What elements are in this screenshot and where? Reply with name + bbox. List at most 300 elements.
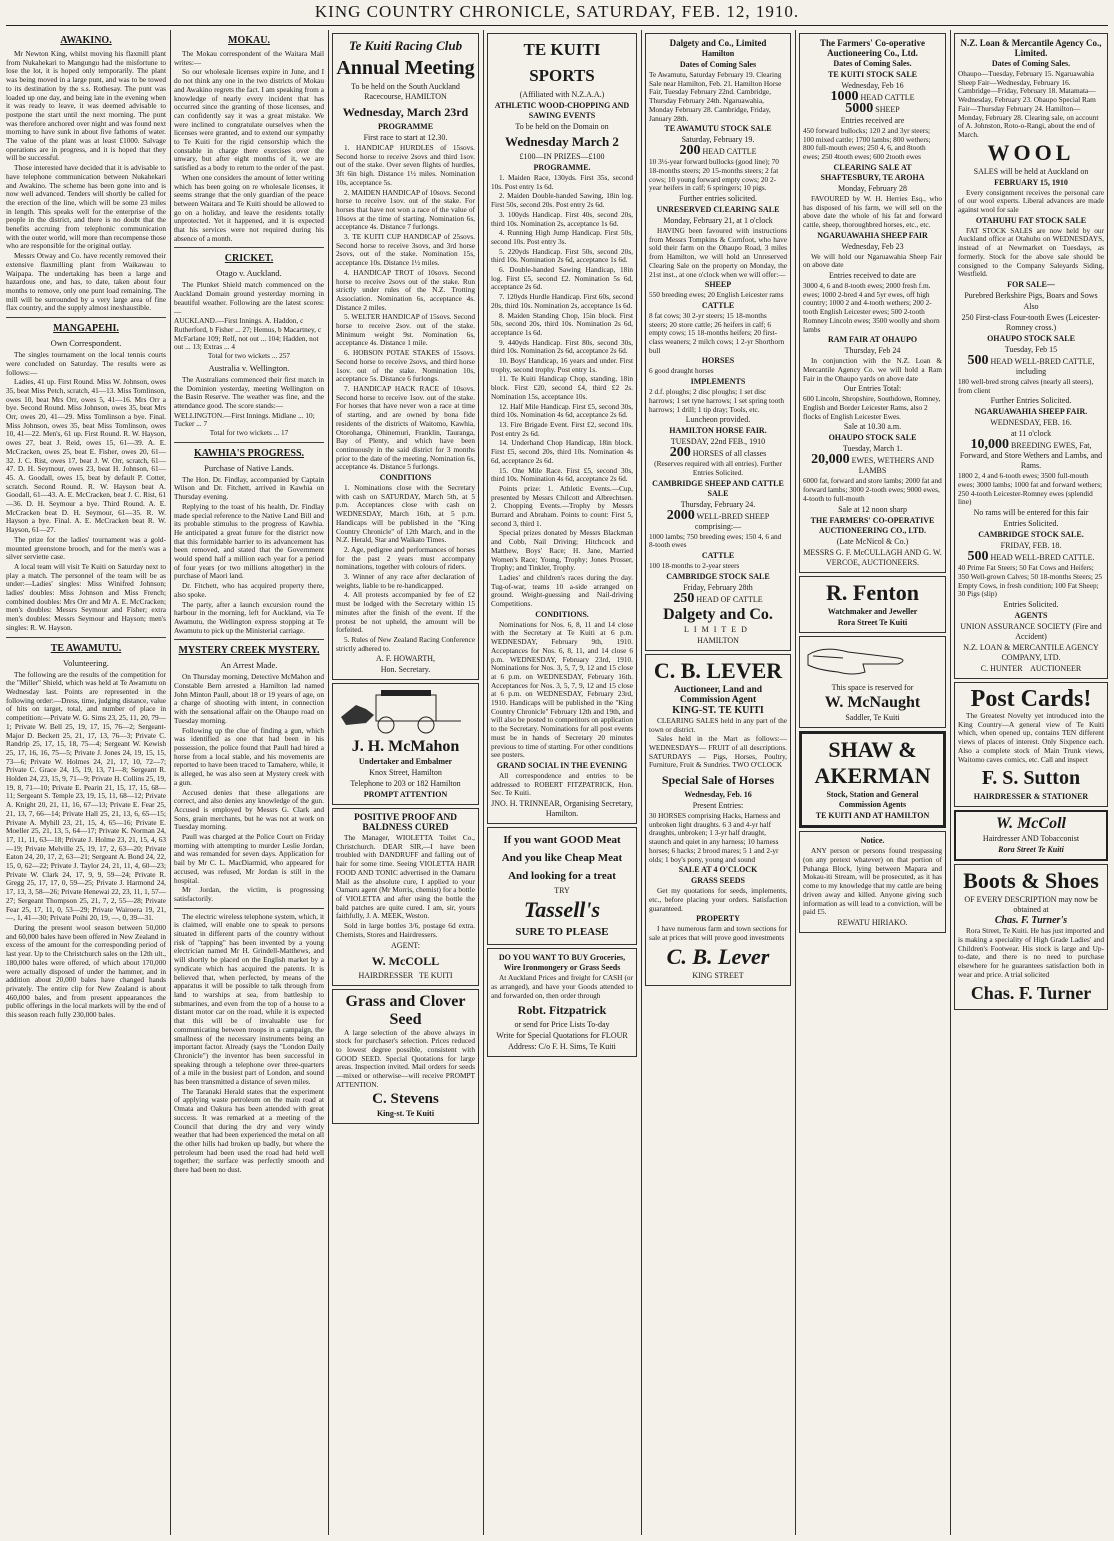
aus-wellington-subheading: Australia v. Wellington.	[208, 362, 290, 373]
mystery-paragraph: Paull was charged at the Police Court on Friday morning with attempting to murder Leslie Jordan, and was remanded for seven days. Application for bail by Mr C. L. MacDiarmid, who appeared for accused, was refused, Mr Jordan is still in the hospital.	[174, 832, 324, 885]
try-label: TRY	[554, 886, 570, 896]
fitzpatrick-name: Robt. Fitzpatrick	[517, 1003, 607, 1018]
lever-signature: C. B. Lever	[666, 943, 770, 969]
shaftesbury-date: Monday, February 28	[837, 183, 908, 193]
further-entries: Further entries solicited.	[679, 194, 757, 204]
violetta-title: POSITIVE PROOF AND BALDNESS CURED	[353, 813, 458, 834]
kawhia-paragraph: The Hon. Dr. Findlay, accompanied by Captain Wilson and Dr. Fitchett, arrived in Kawhia on Thursday evening.	[174, 474, 324, 502]
mcmahon-ad	[332, 683, 479, 805]
sports-event-item: 8. Maiden Standing Chop, 15in block. First 50s, second 20s, third 10s. Nomination 2s 6d, acceptance 1s 6d.	[491, 310, 633, 337]
cricket-paragraph: The Plunket Shield match commenced on the Auckland Domain ground yesterday morning in beautiful weather. Following are the latest scores:—	[174, 280, 324, 316]
hunter-name: C. HUNTER	[980, 663, 1023, 673]
horses-heading: HORSES	[701, 356, 735, 366]
grass-seeds-heading: GRASS SEEDS	[690, 876, 746, 886]
notice-body: ANY person or persons found trespassing (on any pretext whatever) on that portion of Puhanga Block, lying between Mapara and Mokau-iti Stream, will be prosecuted, as it has come to my knowledge that my cattle are being driven away and killed. Anyone giving such information as will lead to a conviction, will be paid £5.	[803, 846, 942, 917]
union-assurance: UNION ASSURANCE SOCIETY (Fire and Accident)	[960, 621, 1102, 641]
notice-title: Notice.	[860, 836, 885, 846]
implements-heading: IMPLEMENTS	[690, 377, 746, 387]
grand-social: GRAND SOCIAL IN THE EVENING	[496, 761, 628, 770]
horses-entries: 30 HORSES comprising Hacks, Harness and unbroken light draughts. 6 3 and 4-yr half draughts, unbroken; 1 3-yr half draught, staunch and quiet in any harness; 10 harness horses; 6 hacks; 2 brood mares; 5 1 and 2-yr olds; 1 boy's pony, young and sound	[649, 811, 781, 864]
column-divider	[641, 30, 642, 1535]
sports-conditions: Nominations for Nos. 6, 8, 11 and 14 close with the Secretary at Te Kuiti at 6 p.m. WEDNESDAY, February 9th, 1910. Acceptances for Nos. 6, 8, 11, and 14 close 6 p.m. WEDNESDAY, February 23rd, 1910. Nominations for Nos. 3, 5, 7, 9, 12 and 15 close at 6 p.m. on WEDNESDAY, February 16th. Acceptances for Nos. 3, 5, 7, 9, 12 and 15 close at 6 p.m. on WEDNESDAY, February 23rd, 1910. Handicaps will be published in the "King Country Chronicle" February 12th and 19th, and will also be posted to competitors on application to the Secretary. Nominations for all post events must be in hands of Secretary 20 minutes previous to time of starting. For other conditions see posters.	[491, 619, 633, 760]
for-sale-also: 250 First-class Four-tooth Ewes (Leicester-Romney cross.)	[961, 312, 1101, 332]
nz-loan-company: N.Z. LOAN & MERCANTILE AGENCY COMPANY, LTD.	[963, 642, 1099, 662]
te-awamutu-date: Saturday, February 19.	[681, 135, 755, 145]
ngaruawahia-list: 3000 4, 6 and 8-tooth ewes; 2000 fresh f.m. ewes; 1000 2-bred 4 and 5yr ewes, off high country; 1000 2 and 4-tooth wethers; 200 2-tooth English Leicester ewes; 500 2-tooth Romney Lincoln ewes; 3500 woolly and shorn lambs	[803, 281, 940, 334]
for-sale-body: Purebred Berkshire Pigs, Boars and Sows	[964, 290, 1098, 300]
wool-paragraph: During the present wool season between 50,000 and 60,000 bales have been offered in New Zealand in excess of the amount for the corresponding period of last year. Up to the Christchurch sales on the 12th ult., 180,000 bales were offered, of which about 170,000 were actually disposed of under the hammer, and in addition about 20,000 bales have changed hands privately. The entire clip for New Zealand is about 460,000 bales, and from present appearances the public offerings in the local markets will by the end of this season reach fully 230,000 bales.	[6, 922, 166, 1020]
fcac-names: MESSRS G. F. McCULLAGH AND G. W. VERCOE, AUCTIONEERS.	[803, 547, 942, 567]
kawhia-paragraph: Replying to the toast of his health, Dr. Findlay made special reference to the Native Land Bill and its probable stimulus to the progress of Kawhia. He anticipated a great future for the district now that this formidable barrier to its advancement has been removed, and stated that the Government would spend half a million each year for a period of four years (or two millions altogether) in the purchase of Maori land.	[174, 501, 324, 581]
present-entries: Present Entries:	[692, 801, 744, 811]
notice-signature: REWATU HIRIAKO.	[837, 917, 908, 927]
agent-name: W. McCOLL	[371, 953, 440, 968]
mangapehi-subheading: Own Correspondent.	[50, 338, 122, 349]
cattle-list-2: 8 fat cows; 30 2-yr steers; 15 18-months steers; 20 store cattle; 26 heifers in calf; 6 empty cows; 15 18-months heifers; 20 first-class weaners; 2 milch cows; 1 2-yr Shorthorn bull	[649, 310, 785, 355]
sutton-trade: HAIRDRESSER & STATIONER	[973, 792, 1089, 802]
column-divider	[795, 30, 796, 1535]
mangapehi-results: Ladies, 41 up. First Round. Miss W. Johnson, owes 35, beat Miss Petch, scratch, 41—13. Miss Tomlinson, owes 10, beat Mrs Orr, owes 5, 41—16. Mrs Orr a bye. Second Round. Miss Johnson, owes 35, beat Mrs Orr, owes 20, 41—29. Miss Tomlinson a bye. Final. Miss Johnson, owes 35, beat Miss Tomlinson, owes 10, 41—22. Men's, 61 up. First Round. R. W. Hayson, owes 27, beat J. Reid, owes 15, 61—39. A. E. McCracken, owes 25, beat E. Fisher, owes 20, 61—32. J. C. Rist, owes 17, beat J. W. Orr, scratch, 61—47. D. H. Seymour, owes 23, beat H. Johnson, 61—45. A. Goodall, owes 15, beat by default P. Cotter, scratch. Second Round. R. W. Hayson beat A. Goodall, 61—43. A. E. McCracken, beat J. C. Rist, 61—36. D. H. Seymour a bye. Third Round. A. E. McCracken beat D. H. Seymour, 61—35. R. W. Hayson a bye. Final. A. E. McCracken beat R. W. Hayson, 61—27.	[6, 377, 166, 535]
dalgety-limited: LIMITED	[684, 624, 752, 634]
awakino-heading: AWAKINO.	[60, 35, 112, 46]
race-item: 6. HOBSON POTAE STAKES of 15sovs. Second horse to receive 2sovs, and third horse 1sov. out of the stake. Nomination 10s, acceptance 5s. Distance 6 furlongs.	[336, 348, 475, 384]
divider	[174, 442, 324, 443]
awakino-paragraph: Messrs Otway and Co. have recently removed their extensive flaxmilling plant from Waikawau to Waipapa. The undertaking has been a large and hazardous one, and has, to date, taken about four months to remove, only one punt load remaining. The mill will be surrounded by a very large area of fine flax country, and the supply almost inexhaustible.	[6, 251, 166, 313]
shaw-trade: Stock, Station and General Commission Agents	[826, 790, 919, 810]
racing-club-ad	[332, 33, 479, 680]
head-cattle-label: HEAD CATTLE	[702, 147, 757, 157]
wool-title: WOOL	[987, 139, 1075, 165]
cambridge-sheep-title: CAMBRIDGE SHEEP AND CATTLE SALE	[652, 478, 784, 498]
te-kuiti-cattle-count: 1000	[830, 89, 859, 104]
stevens-address: King-st. Te Kuiti	[376, 1109, 435, 1119]
nz-further: Further Entries Solicited.	[990, 396, 1072, 406]
for-sale-title: FOR SALE—	[1007, 279, 1055, 289]
kawhia-heading: KAWHIA'S PROGRESS.	[193, 447, 305, 459]
column-6	[799, 30, 946, 1537]
luncheon: Luncheon provided.	[685, 415, 751, 425]
mystery-subheading: An Arrest Made.	[220, 660, 278, 671]
te-kuiti-stock-sale: TE KUITI STOCK SALE	[828, 70, 917, 79]
fcac-late: (Late McNicol & Co.)	[836, 536, 909, 546]
condition-item: 2. Age, pedigree and performances of horses for the past 2 years must accompany nominations, together with colours of riders.	[336, 544, 475, 572]
farmers-coming-sales: Dates of Coming Sales.	[833, 59, 912, 68]
nz-entries-solicited: Entries Solicited.	[1003, 519, 1059, 529]
race-item: 4. HANDICAP TROT of 10sovs. Second horse to receive 2sovs out of the stake. Run strictly under rules of the N.Z. Trotting Association. Nomination 6s, acceptance 4s. Distance 2 miles.	[336, 267, 475, 312]
masthead-rule	[6, 25, 1108, 26]
sports-conditions-heading: CONDITIONS.	[535, 609, 589, 619]
fenton-name: R. Fenton	[826, 579, 919, 605]
shaw-name: SHAW &	[828, 737, 917, 763]
race-item: 1. HANDICAP HURDLES of 15sovs. Second horse to receive 2sovs and third 1sov. out of the stake. Over seven flights of hurdles, 3ft 6in high. Distance 1½ miles. Nomination 10s, acceptance 5s.	[336, 143, 475, 187]
space-reserved: This space is reserved for	[831, 683, 914, 693]
mystery-paragraph: Following up the clue of finding a gun, which was identified as one that had been in his possession, the police found that Paull had hired a horse from a local stable, and his movements are reported to have been traced to Tamahere, while, it is alleged, he was also seen at Mystery creek with a gun.	[174, 725, 324, 787]
cambridge-stock-line	[649, 590, 787, 606]
special-prizes: Special prizes donated by Messrs Blackman and Cobb, Nail Driving; Hitchcock and Matthew, Boys' Race; H. Jane, Married Women's Race; Young, Trophy; Jones Prosser, Trophy; and Tinkler, Trophy.	[491, 528, 633, 573]
te-awamutu-heading: TE AWAMUTU.	[50, 642, 122, 654]
mcmahon-address: Knox Street, Hamilton	[369, 768, 442, 778]
horse-fair-line	[649, 445, 787, 461]
sports-ad	[487, 33, 637, 824]
nz-ngaru-time: at 11 o'clock	[1010, 429, 1052, 439]
mcmahon-name: J. H. McMahon	[351, 738, 460, 756]
sports-event-item: 9. 440yds Handicap. First 80s, second 30s, third 10s. Nomination 2s 6d, acceptance 2s 6d.	[491, 337, 633, 356]
cattle-list: 10 3½-year forward bullocks (good line); 70 18-months steers; 20 15-months steers; 2 fat cows; 10 young forward empty cows; 20 2-year heifers in calf; 6 springers; 10 pigs.	[649, 157, 779, 193]
nz-ohaupo-list: 180 well-bred strong calves (nearly all steers), from client	[958, 376, 1094, 395]
sports-event-item: 2. Maiden Double-handed Sawing, 18in log. First 50s, second 20s. Post entry 2s 6d.	[491, 191, 633, 210]
sports-affiliation: (Affiliated with N.Z.A.A.)	[519, 90, 605, 99]
agent-label: AGENT:	[391, 940, 420, 950]
awakino-paragraph: Those interested have decided that it is advisable to have telephone communication between Nukahekari and Awakino. The scheme has been gone into and is now well advanced. Tenders will shortly be called for the erection of the line, which will be some 23 miles in length. This speaks well for the enterprise of the people in the district, and there is no doubt that the benefits accruing from telephonic communication with the outer world, will more than recompense those who are responsible for the original outlay.	[6, 163, 166, 251]
nz-coming-list: Ohaupo—Tuesday, February 15. Ngaruawahia Sheep Fair—Wednesday, February 16. Cambridge—Friday, February 18. Matamata—Wednesday, February 23. Ohaupo Special Ram Fair—Thursday February 24. Hamilton—Monday, February 28. Clearing sale, on account of A. Johnston, Roto-o-Rangi, about the end of March.	[958, 69, 1099, 139]
sports-event-item: 15. One Mile Race. First £5, second 30s, third 10s. Nomination 4s 6d, acceptance 2s 6d.	[491, 465, 633, 484]
also-label: Also	[1023, 301, 1039, 311]
coming-sales-heading: Dates of Coming Sales	[679, 60, 757, 69]
nz-ngaru-line	[958, 437, 1104, 471]
property-heading: PROPERTY	[696, 914, 740, 924]
nz-cambridge-count: 500	[967, 549, 989, 565]
sports-held: To be held on the Domain on	[515, 122, 609, 131]
postcards-ad	[954, 682, 1108, 807]
points-prize: Points prize: 1. Athletic Events.—Cup, presented by Messrs Chilcott and Albrechtsen. 2. Chopping Events.—Trophy by Messrs Burrard and Abraham. Points to count: First 5, second 3, third 1.	[491, 483, 633, 528]
tassell-ad	[487, 827, 637, 945]
sure-to-please: SURE TO PLEASE	[515, 926, 609, 939]
mokau-paragraph: The Mokau correspondent of the Waitara Mail writes:—	[174, 49, 324, 67]
aus-wellington-total: Total for two wickets ... 17	[209, 428, 289, 438]
ohaupo-sale-time: Sale at 12 noon sharp	[838, 504, 907, 514]
nz-cambridge-line	[958, 549, 1104, 565]
nz-ohaupo-title: OHAUPO STOCK SALE	[987, 333, 1075, 343]
te-awamutu-subheading: Volunteering.	[63, 657, 109, 668]
sports-event-item: 7. 120yds Hurdle Handicap. First 60s, second 20s, third 10s. Nomination 2s, acceptance 1s 6d.	[491, 292, 633, 310]
grass-title: Grass and Clover Seed	[345, 992, 466, 1028]
sports-event-item: 1. Maiden Race, 130yds. First 35s, second 10s. Post entry 1s 6d.	[491, 173, 633, 191]
cambridge-sheep-line	[649, 507, 787, 532]
head-cattle-count: 200	[679, 143, 701, 159]
unreserved-date: Monday, February 21, at 1 o'clock	[663, 216, 773, 226]
nz-cambridge-body: HEAD WELL-BRED CATTLE.	[990, 553, 1095, 563]
dalgety-town: Hamilton	[701, 49, 735, 58]
te-awamutu-stock-sale: TE AWAMUTU STOCK SALE	[664, 124, 772, 134]
mystery-paragraph: On Thursday morning, Detective McMahon and Constable Bern arrested a Hamilton lad named John Minton Paull, about 18 or 19 years of age, on a charge of shooting with intent, in connection with the sensational affair on the Ohaupo road on Tuesday morning.	[174, 672, 324, 725]
petroleum-paragraph: The Taranaki Herald states that the experiment of applying waste petroleum on the main road at Omata and Oakura has been attended with great success. It was remarked at a meeting of the Council that during the dry and very windy weather that had been experienced the metal on all the other hills had broken up badly, but where the petroleum had been used the road had held well together; the surface was perfectly smooth and there had been no dust.	[174, 1086, 324, 1175]
boots-body: OF EVERY DESCRIPTION may now be obtained at	[964, 895, 1098, 915]
te-kuiti-date: Wednesday, Feb 16	[841, 81, 904, 90]
mystery-heading: MYSTERY CREEK MYSTERY.	[178, 645, 320, 657]
te-kuiti-sheep-line	[803, 101, 942, 116]
ngaruawahia-title: NGARUAWAHIA SHEEP FAIR	[817, 230, 928, 240]
sheep-list: 550 breeding ewes; 20 English Leicester rams	[649, 290, 784, 300]
no-rams: No rams will be entered for this fair	[973, 508, 1089, 518]
violetta-sold: Sold in large bottles 3/6, postage 6d extra. Chemists, Stores and Hairdressers.	[336, 921, 475, 939]
dalgety-hamilton: HAMILTON	[697, 635, 739, 645]
mcmahon-telephone: Telephone to 203 or 182 Hamilton	[350, 779, 461, 789]
racing-date: Wednesday, March 23rd	[342, 105, 469, 119]
nz-cambridge-date: FRIDAY, FEB. 18.	[1000, 541, 1062, 551]
nz-cambridge-entries: Entries Solicited.	[1003, 599, 1059, 609]
nz-loan-title: N.Z. Loan & Mercantile Agency Co., Limited.	[960, 38, 1102, 58]
divider	[174, 908, 324, 909]
lever-name: C. B. LEVER	[653, 657, 783, 683]
fcac-title: THE FARMERS' CO-OPERATIVE AUCTIONEERING CO., LTD.	[810, 515, 935, 535]
lever-ad	[645, 654, 791, 986]
race-item: 2. MAIDEN HANDICAP of 10sovs. Second horse to receive 1sov. out of the stake. For horses that have not won a race of the value of 10sovs at the time of starting. Nomination 6s, acceptance 4s. Distance 7 furlongs.	[336, 187, 475, 232]
buy-body: At Auckland Prices and freight for CASH (or as arranged), and have your Goods attended to and forwarded on, then order through	[491, 973, 633, 1000]
mcnaught-ad	[799, 636, 946, 729]
cambridge-stock-count: 250	[673, 590, 695, 606]
hearse-illustration	[336, 687, 471, 735]
grass-seeds-body: Get my quotations for seeds, implements, etc., before placing your orders. Satisfaction guaranteed.	[649, 886, 787, 913]
mokau-paragraph: So our wholesale licenses expire in June, and I do not think any one in the two districts of Mokau and Awakino regrets the fact. I am speaking from a knowledge of nearly every incident that has occurred since the granting of those licenses, and can confidently say it was a great mistake. We were inclined to congratulate ourselves when the licenses were granted, and to extend our sympathy to Te Kuiti for the rigid censorship which the constable in charge there exercises over the unwary, but after eight months of it, we are satisfied as a body to return to the order of the past.	[174, 67, 324, 173]
column-1	[6, 30, 166, 1537]
lever-king-street: KING STREET	[692, 970, 744, 980]
column-divider	[950, 30, 951, 1535]
mystery-paragraph: Mr Jordan, the victim, is progressing satisfactorily.	[174, 885, 324, 903]
entries-list: 450 forward bullocks; 120 2 and 3yr steers; 100 mixed cattle; 1700 lambs; 800 wethers; 800 full-mouth ewes; 250 4, 6, and 8tooth ewes; 250 4tooth ewes; 600 2tooth ewes	[803, 126, 931, 162]
shaw-town: TE KUITI AND AT HAMILTON	[815, 811, 930, 821]
te-kuiti-sheep-count: 5000	[845, 101, 874, 116]
column-7	[954, 30, 1108, 1537]
cricket-heading: CRICKET.	[224, 253, 274, 265]
programme-heading: PROGRAMME	[377, 122, 434, 131]
property-body: I have numerous farm and town sections for sale at prices that will prove good investments	[649, 924, 787, 943]
te-kuiti-cattle-label: HEAD CATTLE	[860, 93, 915, 102]
horse-fair-title: HAMILTON HORSE FAIR.	[669, 426, 767, 436]
ngaruawahia-date: Wednesday, Feb 23	[841, 241, 904, 251]
sports-events: ATHLETIC WOOD-CHOPPING AND SAWING EVENTS	[494, 101, 630, 120]
masthead: KING COUNTRY CHRONICLE, SATURDAY, FEB. 12, 1910.	[314, 2, 800, 21]
head-cattle-line	[649, 143, 787, 159]
mokau-paragraph: When one considers the amount of letter writing which has been going on re wholesale licenses, it seems strange that the only guardian of the peace between Waitara and Te Kuiti should be allowed to go on a holiday, and leave the residents totally unprotected. Yet it happened, and it is expected that his services were not required during his absence of a month.	[174, 172, 324, 243]
nz-ngaru-date: WEDNESDAY, FEB. 16.	[990, 418, 1072, 428]
condition-item: 5. Rules of New Zealand Racing Conference strictly adhered to.	[336, 634, 475, 653]
lever-address: KING-ST. TE KUITI	[672, 704, 764, 716]
hunter-line	[958, 664, 1104, 674]
farmers-coop-ad	[799, 33, 946, 573]
nz-ohaupo-date: Tuesday, Feb 15	[1004, 344, 1058, 354]
boots-name: Chas. F. Turner's	[994, 915, 1068, 927]
sports-event-item: 3. 100yds Handicap. First 40s, second 20s, third 10s. Nomination 2s, acceptance 1s 6d.	[491, 209, 633, 228]
violetta-ad	[332, 808, 479, 985]
ngaruawahia-body: We will hold our Ngaruawahia Sheep Fair on above date	[803, 251, 942, 270]
awakino-paragraph: Mr Newton King, whilst moving his flaxmill plant from Nukahekari to Mangungu had the misfortune to lose the lot, it is hoped only temporarily. The plant was being moved in a large punt, and was to be towed to its destination by the s.s. Rothesay. The punt was loaded up one day, and being late in the evening when it was ready to leave, it was deemed advisable to postpone the start until the next morning. The punt was therefore anchored over night and was found next morning to have sunk in about five fathoms of water. The value of the plant was at least £1000. Salvage operations are in progress, and it is hoped that they will be successful.	[6, 49, 166, 163]
aus-wellington-paragraph: The Australians commenced their first match in the Dominion yesterday, meeting Wellington on the Basin Reserve. The weather was fine, and the attendance good. The score stands:—	[174, 374, 324, 410]
ohaupo-count: 20,000	[811, 452, 850, 468]
special-horses-date: Wednesday, Feb. 16	[684, 790, 752, 800]
mcnaught-name: W. McNaught	[824, 694, 921, 712]
ohaupo-date: Tuesday, March 1.	[842, 444, 903, 454]
cambridge-stock-body: HEAD OF CATTLE	[696, 594, 763, 604]
te-awamutu-paragraph: The following are the results of the competition for the "Miller" Shield, which was held at Te Awamutu on Wednesday last. Points are represented in the following order:—Dress, time, judging distance, value of hits on target, total, and number of place in competition:—Private W. G. Sims 23, 25, 11, 20, 79—1; Private W. Bell 25, 19, 17, 15, 76—2; Sergeant-Major D. Beckett 25, 21, 17, 13, 76—3; Private C. Randrip 25, 17, 15, 18, 75—4; Sergeant W. Kewish 25, 17, 16, 16, 75—5; Private J. Jones 24, 19, 15, 15, 73—6; Private W. Holmes 24, 21, 17, 10, 72—7; Private C. Grace 24, 15, 19, 13, 71—8; Sergeant R. Holden 24, 23, 15, 9, 71—9; Private H. Collins 25, 19, 19, 8, 71—10; Private E. Pearin 21, 15, 17, 15, 68—11; Sergeant S. Temple 23, 19, 15, 11, 68—12; Private A. Knight 20, 21, 11, 16, 67—13; Private E. Fear 25, 21, 13, 7, 66—14; Private Hall 25, 21, 13, 6, 65—15; Private A. Myhill 23, 21, 15, 4, 65—16; Private E. Moeller 25, 21, 13, 5, 64—17; Private K. Norman 24, 17, 11, 11, 63—18; Private J. Holme 23, 21, 15, 4, 63—19; Private Melville 25, 19, 17, 2, 63—20; Private Eaton 24, 20, 17, 2, 63—21; Sergeant A. Bond 24, 22, 15, 0, 62—22; Private J. Taylor 24, 21, 11, 4, 60—23; Private W. Clark 24, 17, 9, 9, 59—24; Private R. Gregg 25, 17, 17, 0, 59—25; Private J. Harmond 24, 17, 13, 3, 58—26; Private Henewai 22, 23, 11, 1, 57—27; Sergeant Thompson 25, 21, 7, 2, 55—28; Private Fear 25, 17, 11, 0, 53—29; Private Wairoera 19, 21, —, 1, 41—30; Private Poihi 20, 19, —, 0, 39—31.	[6, 669, 166, 923]
racing-venue: To be held on the South Auckland Racecourse, HAMILTON	[351, 82, 460, 101]
sports-event-list	[491, 174, 633, 484]
mccoll-ad	[954, 810, 1108, 861]
violetta-body: The Manager, WIOLETTA Toilet Co., Christchurch. DEAR SIR,—I have been troubled with DANDRUFF and falling out of hair for some time. Seeing VIOLETTA HAIR FOOD AND TONIC advertised in the Oamaru Mail as the absolute cure, I applied to your Oamaru agent (Mr Morris, chemist) for a bottle of VIOLETTA and after using the bottle the bald patches are quite cured. I am, sir, yours faithfully, J. A. MEEK, Weston.	[336, 833, 475, 921]
sports-prizes: £100—IN PRIZES—£100	[519, 152, 605, 161]
nz-ngaru-list: 1800 2, 4 and 6-tooth ewes; 3500 full-mouth ewes; 3000 lambs; 1000 fat and forward wethers; 250 4-tooth Leicester-Romney ewes (splendid line)	[958, 471, 1103, 507]
agent-town: TE KUITI	[419, 970, 453, 980]
postcards-body: The Greatest Novelty yet introduced into the King Country—A general view of Te Kuiti which, when opened up, contains TEN different views of places of interest. Only Sixpence each. Also a complete stock of Main Trunk views, Waitomo caves comics, etc. Call and inspect	[958, 710, 1104, 764]
nz-ohaupo-line	[958, 352, 1104, 377]
mangapehi-heading: MANGAPEHI.	[53, 323, 119, 335]
unreserved-title: UNRESERVED CLEARING SALE	[656, 205, 780, 215]
sports-event-item: 13. Fire Brigade Event. First £2, second 10s. Post entry 2s 6d.	[491, 419, 633, 438]
conditions-list	[336, 484, 475, 653]
condition-item: 4. All protests accompanied by fee of £2 must be lodged with the Secretary within 15 minutes after the finish of the event. If the protest be not upheld, the amount will be forfeited.	[336, 590, 475, 635]
kawhia-paragraph: Dr. Fitchett, who has acquired property there, also spoke.	[174, 581, 324, 599]
cattle-heading: CATTLE	[701, 300, 735, 310]
boots-more: Rora Street, Te Kuiti. He has just imported and is making a speciality of High Grade Ladies' and Children's Footwear. His stock is large and Up-to-date, and there is no need to purchase elsewhere for he guarantees satisfaction both in wear and price. A trial solicited	[958, 926, 1104, 979]
fenton-trade: Watchmaker and Jeweller	[827, 606, 918, 616]
sports-event-item: 11. Te Kuiti Handicap Chop, standing, 18in block. First £20, second £4, third £2 2s. Nomination 15s, acceptance 10s.	[491, 374, 633, 401]
sports-event-item: 6. Double-handed Sawing Handicap, 18in log. First £5, second £2. Nomination 5s 6d, acceptance 2s 6d.	[491, 265, 633, 292]
nz-ngaru-count: 10,000	[970, 437, 1010, 453]
ohaupo-list: 6000 fat, forward and store lambs; 2000 fat and forward lambs; 3000 2-tooth ewes; 9000 ewes, 4-tooth to full-mouth	[803, 476, 942, 503]
race-item: 3. TE KUITI CUP HANDICAP of 25sovs. Second horse to receive 3sovs, and 3rd horse 2sovs, out of the stake. Nomination 15s, acceptance 10s. Distance 1½ miles.	[336, 232, 475, 268]
price-lists: or send for Price Lists To-day	[514, 1020, 610, 1030]
meat-line-2: And you like Cheap Meat	[501, 852, 623, 865]
column-divider	[170, 30, 171, 1535]
divider	[6, 637, 166, 638]
mccoll-name: W. McColl	[996, 815, 1066, 833]
sales-list: Te Awamutu, Saturday February 19. Clearing Sale near Hamilton, Feb. 21. Hamilton Horse Fair, Tuesday February 22nd. Cambridge, Thursday February 24th. Ngaruawahia, Monday February 28. Cambridge, Friday, January 28th.	[649, 70, 782, 123]
dalgety-big: Dalgety and Co.	[663, 605, 773, 623]
stevens-name: C. Stevens	[372, 1091, 439, 1108]
divider	[174, 247, 324, 248]
cambridge-stock-title: CAMBRIDGE STOCK SALE	[666, 571, 770, 581]
agent-trade: HAIRDRESSER	[358, 970, 414, 980]
lever-clearing: CLEARING SALES held in any part of the town or district.	[649, 715, 787, 734]
ladies-note: Ladies' and children's races during the day. Tug-of-war, teams 10 a-side arranged on ground. Weight-guessing and Nail-driving Competitions.	[491, 572, 633, 609]
cambridge-sheep-count: 2000	[666, 507, 695, 523]
tassell-name: Tassell's	[523, 897, 601, 923]
condition-item: 3. Winner of any race after declaration of weights, liable to be re-handicapped.	[336, 572, 475, 590]
special-horses-title: Special Sale of Horses	[661, 773, 775, 788]
racing-signature: A. F. HOWARTH,	[375, 654, 436, 664]
mangapehi-paragraph: The singles tournament on the local tennis courts were concluded on Saturday. The results were as follows:—	[6, 350, 166, 377]
sports-date: Wednesday March 2	[505, 134, 619, 149]
agent-details	[336, 971, 475, 981]
lever-mart: Sales held in the Mart as follows:— WEDNESDAYS— FRUIT of all descriptions. SATURDAYS — Pigs, Horses, Poultry, Furniture, Fruit & Sundries. TWO O'CLOCK	[649, 734, 787, 770]
wool-date: FEBRUARY 15, 1910	[994, 177, 1068, 187]
sports-event-item: 4. Running High Jump Handicap. First 50s, second 10s. Post entry 3s.	[491, 228, 633, 246]
lever-trade: Auctioneer, Land and Commission Agent	[673, 684, 763, 705]
horse-fair-date: TUESDAY, 22nd FEB., 1910	[670, 437, 766, 447]
cambridge-sheep-list: 1000 lambs; 750 breeding ewes; 150 4, 6 and 8-tooth ewes	[649, 531, 782, 550]
flour-quote: Write for Special Quotations for FLOUR	[496, 1031, 628, 1041]
ram-fair-title: RAM FAIR AT OHAUPO	[827, 335, 918, 345]
nz-cambridge-title: CAMBRIDGE STOCK SALE.	[978, 530, 1084, 540]
race-item: 5. WELTER HANDICAP of 15sovs. Second horse to receive 2sov. out of the stake. Minimum weight 9st. Nomination 6s, acceptance 4s. Distance 1 mile.	[336, 312, 475, 348]
ram-fair-body: In conjunction with the N.Z. Loan & Mercantile Agency Co. we will hold a Ram Fair in the Ohaupo yards on above date	[803, 356, 942, 383]
shaw-akerman-ad	[799, 731, 946, 828]
horses-list: 6 good draught horses	[649, 366, 714, 376]
pointing-hand-illustration	[803, 640, 923, 680]
hunter-title: AUCTIONEER	[1030, 663, 1082, 673]
column-divider	[483, 30, 484, 1535]
otahuhu-title: OTAHUHU FAT STOCK SALE	[975, 215, 1087, 225]
meat-line-1: If you want GOOD Meat	[503, 834, 621, 847]
mystery-paragraph: Accused denies that these allegations are correct, and also denies any knowledge of the gun. Accused is employed by Messrs G. Clark and Sons, grain merchants, but he was not at work on Tuesday morning.	[174, 787, 324, 832]
column-2	[174, 30, 324, 1537]
nz-ngaru-body: BREEDING EWES, Fat, Forward, and Store Wethers and Lambs, and Rams.	[959, 441, 1103, 471]
nz-ngaru-title: NGARUAWAHIA SHEEP FAIR.	[974, 407, 1088, 417]
racing-signature-title: Hon. Secretary.	[380, 665, 431, 675]
ohaupo-line	[803, 452, 942, 476]
boots-title: Boots & Shoes	[963, 868, 1099, 894]
first-race-time: First race to start at 12.30.	[363, 133, 448, 142]
horse-fair-count: 200	[669, 445, 691, 461]
mangapehi-paragraph: The prize for the ladies' tournament was a gold-mounted greenstone brooch, and for the men's was a silver serviette case.	[6, 534, 166, 562]
otahuhu-body: FAT STOCK SALES are now held by our Auckland office at Otahuhu on WEDNESDAYS, instead of at Newmarket on Tuesdays, as formerly. Stock for the above sale should be consigned to the Company Saleyards Siding, Westfield.	[958, 225, 1104, 279]
wireless-paragraph: The electric wireless telephone system, which, it is claimed, will enable one to speak to persons situated in different parts of the country without risk of "tapping" has been invented by a young electrician named Mr H. Grindell-Matthews, and will shortly be placed on the English market by a syndicate which has acquired the patents. It is believed that, when perfected, by means of the apparatus it will be possible to talk through from land to warships at sea, from battleship to submarines, and even from the top of a house to a distant motor car on the road, while it is expected that this will be of invaluable use for communicating between troops in a campaign, the smallness of the necessary instruments being an important factor. Already (says the "London Daily Chronicle") the inventor has been successful in speaking through a telephone over three-quarters of a mile in the busiest part of London, and sound has been transmitted a distance of seven miles.	[174, 911, 324, 1087]
kawhia-paragraph: The party, after a launch excursion round the harbour in the morning, left for Auckland, via Te Awamutu, the Wellington express stopping at Te Awamutu to pick up the Ministerial carriage.	[174, 599, 324, 635]
kawhia-subheading: Purchase of Native Lands.	[204, 462, 294, 473]
sports-event-item: 5. 220yds Handicap. First 50s, second 20s, third 10s. Nomination 2s 6d, acceptance 1s 6d.	[491, 246, 633, 265]
shaftesbury-body: FAVOURED by W. H. Herries Esq., who has disposed of his farm, we will sell on the above date the whole of his fat and forward cattle, sheep, thoroughbred horses, etc., etc.	[803, 193, 942, 229]
mcmahon-prompt: PROMPT ATTENTION	[363, 790, 448, 800]
mccoll-address: Rora Street Te Kuiti	[998, 845, 1064, 855]
nz-loan-ad	[954, 33, 1108, 679]
notice-ad	[799, 831, 946, 933]
fenton-address: Rora Street Te Kuiti	[837, 617, 908, 627]
racing-club-title: Te Kuiti Racing Club	[348, 38, 463, 53]
turner-name: Chas. F. Turner	[970, 983, 1092, 1004]
horse-fair-reserves: (Reserves required with all entries). Further Entries Solicited.	[654, 459, 782, 477]
turner-ad	[954, 864, 1108, 1010]
ram-entries: Our Entries Total:	[843, 384, 902, 394]
agents-heading: AGENTS	[1014, 610, 1048, 620]
postcards-title: Post Cards!	[970, 685, 1092, 712]
ram-sale-time: Sale at 10.30 a.m.	[843, 422, 902, 432]
trinnear: JNO. H. TRINNEAR, Organising Secretary, Hamilton.	[491, 799, 633, 819]
mokau-heading: MOKAU.	[228, 35, 270, 46]
cambridge-stock-date: Friday, February 28th	[683, 582, 753, 592]
race-item: 7. HANDICAP HACK RACE of 10sovs. Second horse to receive 1sov. out of the stake. For horses that have never won a race at time of starting, and are owned by bona fide residents of the districts of Waitomo, Kawhia, Otorohanga, Ohinemuri, Franklin, Tauranga, Bay of Plenty, and which have been continuously in the said district for 3 months prior to the date of the meeting. Nomination 6s, acceptance 4s. Distance 5 furlongs.	[336, 383, 476, 472]
mccoll-trade: Hairdresser AND Tobacconist	[982, 834, 1080, 844]
unreserved-body: HAVING been favoured with instructions from Messrs Tompkins & Cornfoot, who have sold their farm on the Ohaupo Road, 3 miles from Hamilton, we will hold an Unreserved Clearing Sale on the property on Monday, the 21st inst., at one o'clock when we will offer:—	[649, 226, 787, 279]
wool-body: Every consignment receives the personal care of our wool experts. Liberal advances are made against wool for sale	[958, 187, 1104, 215]
fenton-ad	[799, 576, 946, 633]
sports-event-item: 14. Underhand Chop Handicap, 18in block. First £5, second 20s, third 10s. Nomination 4s 6d, acceptance 2s 6d.	[491, 438, 633, 465]
sports-programme: PROGRAMME.	[533, 163, 591, 172]
buy-title: DO YOU WANT TO BUY Groceries, Wire Ironmongery or Grass Seeds	[498, 953, 626, 973]
ram-list: 600 Lincoln, Shropshire, Southdown, Romney, English and Border Leicester Rams, also 2 flocks of English Leicester Ewes.	[803, 394, 941, 421]
cambridge-sheep-date: Thursday, February 24.	[680, 499, 756, 509]
column-4	[487, 30, 637, 1537]
correspondence: All correspondence and entries to be addressed to ROBERT FITZPATRICK, Hon. Sec. Te Kuiti.	[491, 771, 633, 798]
column-5	[645, 30, 791, 1537]
ngaruawahia-entries: Entries received to date are	[828, 271, 917, 281]
race-list	[336, 144, 475, 472]
column-divider	[328, 30, 329, 1535]
divider	[6, 317, 166, 318]
nz-ohaupo-body: HEAD WELL-BRED CATTLE, including	[990, 356, 1095, 376]
entries-received: Entries received are	[840, 116, 905, 125]
dalgety-title: Dalgety and Co., Limited	[669, 38, 767, 48]
nz-ohaupo-count: 500	[967, 352, 989, 368]
cricket-subheading: Otago v. Auckland.	[216, 268, 282, 279]
nz-coming-sales: Dates of Coming Sales.	[991, 59, 1071, 68]
sports-event-item: 10. Boys' Handicap, 16 years and under. First trophy, second trophy. Post entry 1s.	[491, 356, 633, 374]
sutton-name: F. S. Sutton	[981, 767, 1081, 790]
wool-sales: SALES will be held at Auckland on	[973, 166, 1089, 176]
cricket-scores: AUCKLAND.—First Innings. A. Haddon, c Rutherford, b Fisher ... 27; Hemus, b Macartney, c McFarlane 109; Relf, not out ... 104; Hadden, not out ... 13; Extras ... 4	[174, 316, 322, 352]
farmers-title: The Farmers' Co-operative Auctioneering Co., Ltd.	[820, 38, 925, 58]
sports-event-item: 12. Half Mile Handicap. First £5, second 30s, third 10s. Nomination 4s 6d, acceptance 2s 6d.	[491, 401, 633, 420]
conditions-heading: CONDITIONS	[379, 473, 432, 483]
sale-time: SALE AT 4 O'CLOCK	[678, 865, 758, 875]
